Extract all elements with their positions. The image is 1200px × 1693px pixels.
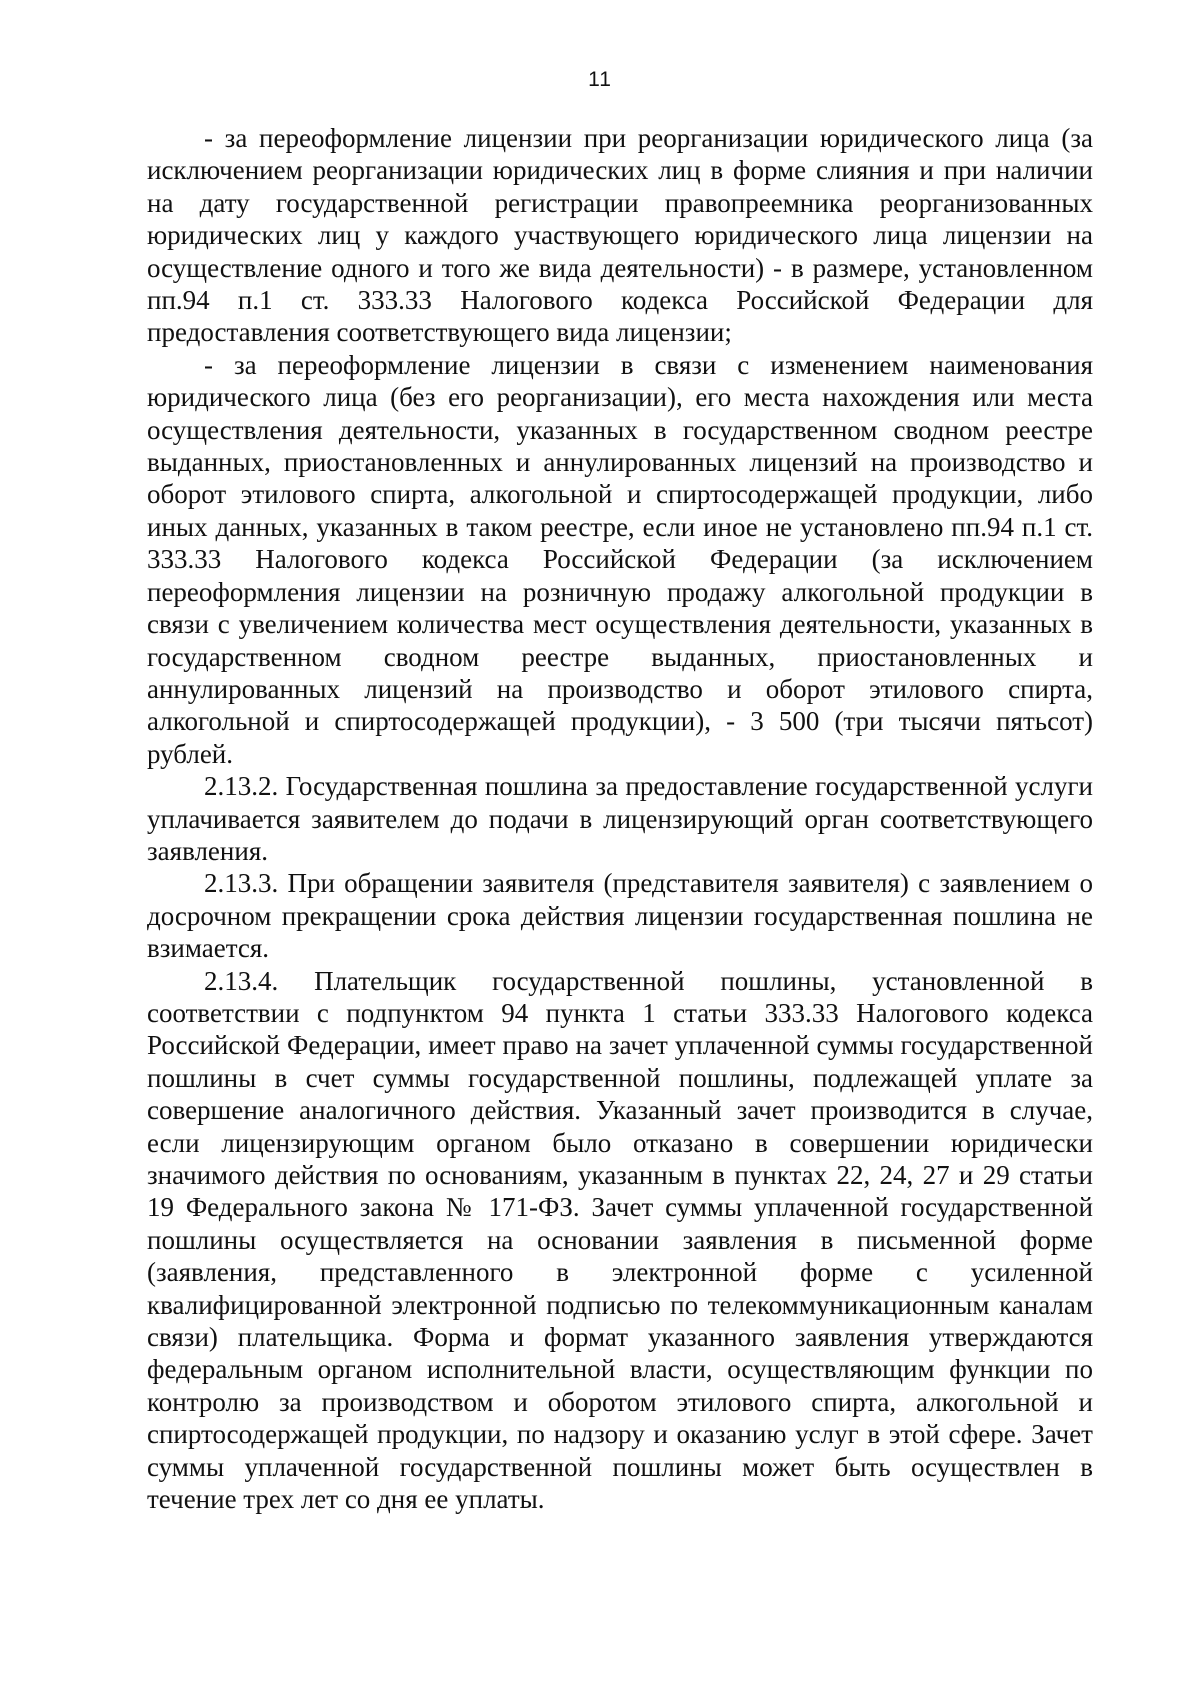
document-body <box>147 122 1093 1515</box>
paragraph-reorganization-fee: - за переоформление лицензии при реорганизации юридического лица (за исключением реорганизации юридических лиц в форме слияния и при наличии на дату государственной регистрации правопреемника реорганизованных юридических лиц у каждого участвующего юридического лица лицензии на осуществление одного и того же вида деятельности) - в размере, установленном пп.94 п.1 ст. 333.33 Налогового кодекса Российской Федерации для предоставления соответствующего вида лицензии; <box>147 123 1093 348</box>
paragraph-2-13-3: 2.13.3. При обращении заявителя (представителя заявителя) с заявлением о досрочном прекращении срока действия лицензии государственная пошлина не взимается. <box>147 868 1093 964</box>
paragraph-name-change-fee: - за переоформление лицензии в связи с изменением наименования юридического лица (без его реорганизации), его места нахождения или места осуществления деятельности, указанных в государственном сводном реестре выданных, приостановленных и аннулированных лицензий на производство и оборот этилового спирта, алкогольной и спиртосодержащей продукции, либо иных данных, указанных в таком реестре, если иное не установлено пп.94 п.1 ст. 333.33 Налогового кодекса Российской Федерации (за исключением переоформления лицензии на розничную продажу алкогольной продукции в связи с увеличением количества мест осуществления деятельности, указанных в государственном сводном реестре выданных, приостановленных и аннулированных лицензий на производство и оборот этилового спирта, алкогольной и спиртосодержащей продукции), - 3 500 (три тысячи пятьсот) рублей. <box>147 349 1093 769</box>
paragraph-2-13-4: 2.13.4. Плательщик государственной пошлины, установленной в соответствии с подпунктом 94 пункта 1 статьи 333.33 Налогового кодекса Российской Федерации, имеет право на зачет уплаченной суммы государственной пошлины в счет суммы государственной пошлины, подлежащей уплате за совершение аналогичного действия. Указанный зачет производится в случае, если лицензирующим органом было отказано в совершении юридически значимого действия по основаниям, указанным в пунктах 22, 24, 27 и 29 статьи 19 Федерального закона № 171-ФЗ. Зачет суммы уплаченной государственной пошлины осуществляется на основании заявления в письменной форме (заявления, представленного в электронной форме с усиленной квалифицированной электронной подписью по телекоммуникационным каналам связи) плательщика. Форма и формат указанного заявления утверждаются федеральным органом исполнительной власти, осуществляющим функции по контролю за производством и оборотом этилового спирта, алкогольной и спиртосодержащей продукции, по надзору и оказанию услуг в этой сфере. Зачет суммы уплаченной государственной пошлины может быть осуществлен в течение трех лет со дня ее уплаты. <box>147 965 1093 1515</box>
paragraph-2-13-2: 2.13.2. Государственная пошлина за предоставление государственной услуги уплачивается заявителем до подачи в лицензирующий орган соответствующего заявления. <box>147 771 1093 866</box>
page-number: 11 <box>588 68 612 91</box>
